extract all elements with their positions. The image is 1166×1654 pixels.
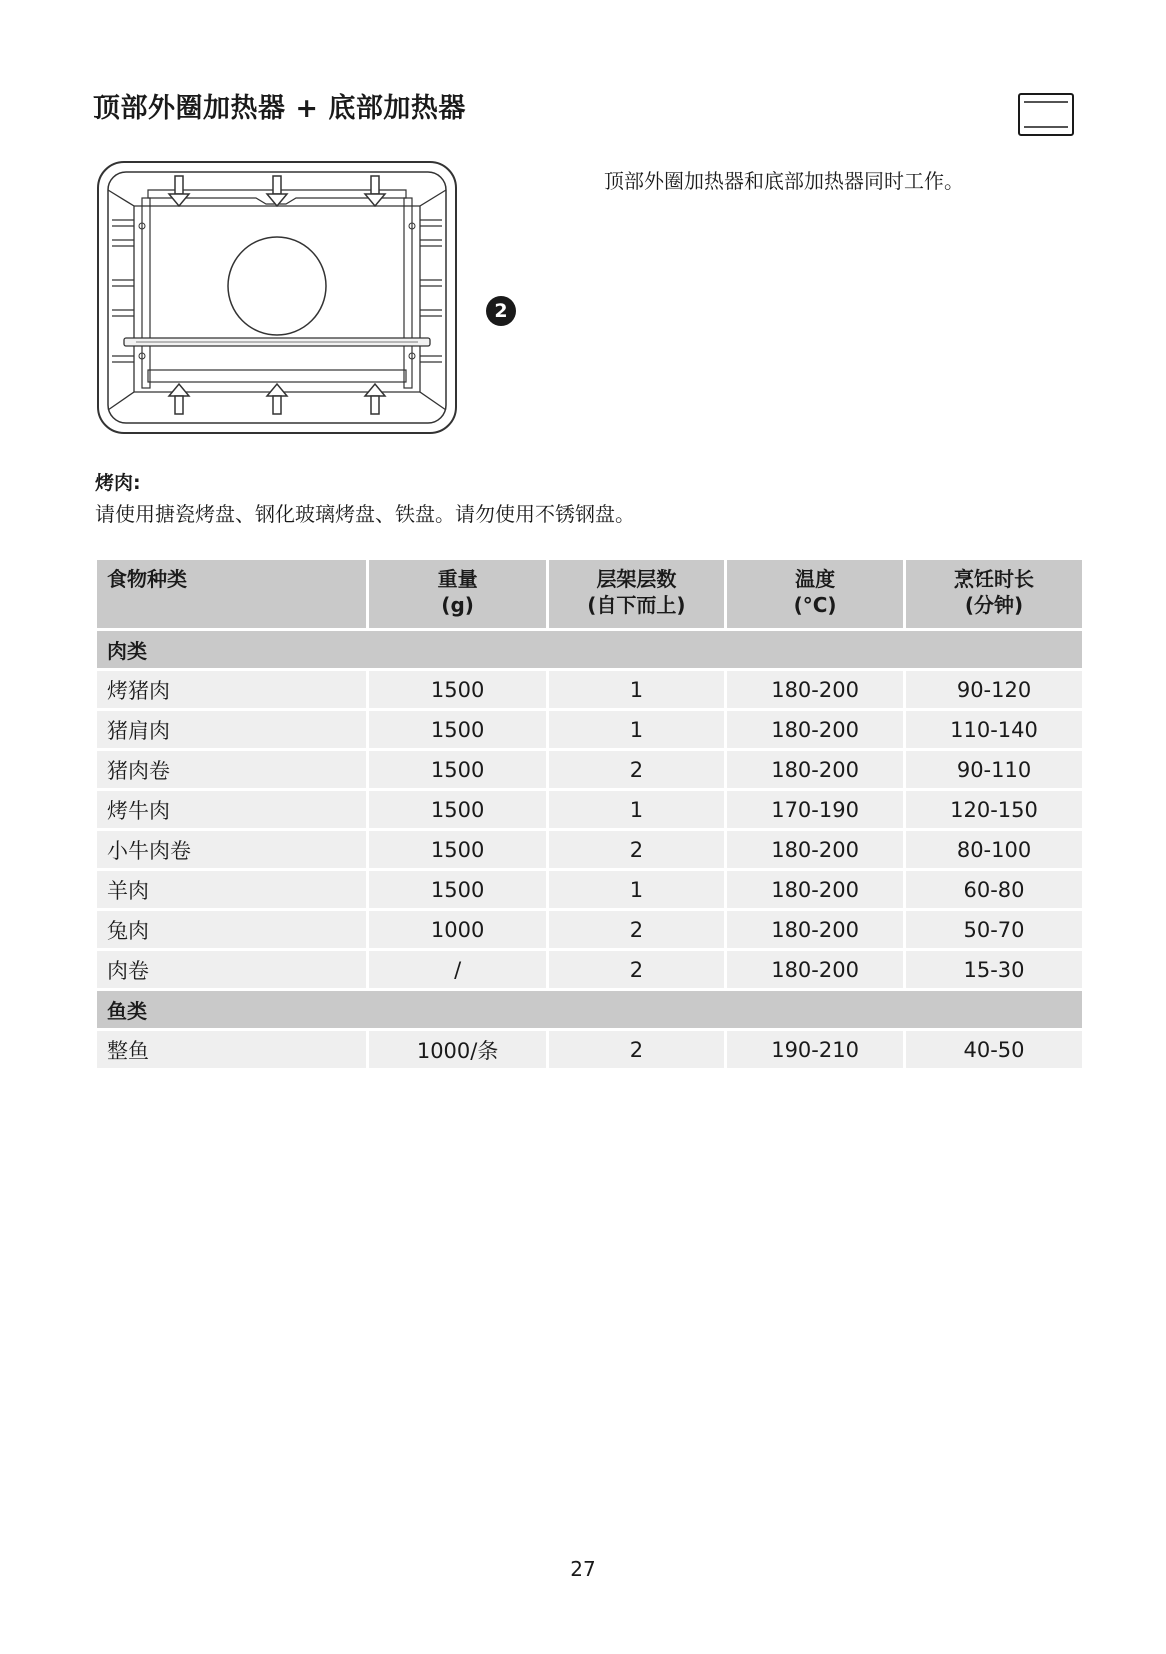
cell-temp: 180-200 [727, 751, 903, 788]
category-label: 鱼类 [97, 991, 1082, 1028]
cell-weight: 1500 [369, 711, 545, 748]
cell-food: 猪肉卷 [97, 751, 366, 788]
category-row-fish [97, 991, 1082, 1028]
cell-weight: 1000/条 [369, 1031, 545, 1068]
cell-time: 50-70 [906, 911, 1082, 948]
page-title: 顶部外圈加热器 + 底部加热器 [93, 93, 466, 124]
table-row [97, 711, 1082, 748]
cell-time: 15-30 [906, 951, 1082, 988]
note-text: 请使用搪瓷烤盘、钢化玻璃烤盘、铁盘。请勿使用不锈钢盘。 [95, 502, 635, 526]
cell-shelf: 1 [549, 671, 724, 708]
cell-temp: 170-190 [727, 791, 903, 828]
cooking-table [94, 557, 1085, 1071]
cell-temp: 180-200 [727, 671, 903, 708]
note-heading: 烤肉: [95, 472, 141, 494]
oven-cavity-illustration [96, 160, 458, 435]
cell-weight: 1500 [369, 831, 545, 868]
category-label: 肉类 [97, 631, 1082, 668]
table-row [97, 951, 1082, 988]
cell-food: 烤猪肉 [97, 671, 366, 708]
cell-shelf: 2 [549, 831, 724, 868]
cell-shelf: 1 [549, 871, 724, 908]
cell-shelf: 1 [549, 791, 724, 828]
table-row [97, 751, 1082, 788]
cell-time: 90-110 [906, 751, 1082, 788]
mode-description: 顶部外圈加热器和底部加热器同时工作。 [604, 169, 964, 193]
cell-food: 整鱼 [97, 1031, 366, 1068]
top-outer-and-bottom-heater-icon [1018, 93, 1074, 136]
cell-time: 110-140 [906, 711, 1082, 748]
cell-food: 小牛肉卷 [97, 831, 366, 868]
header-weight: 重量 (g) [369, 560, 545, 628]
header-time: 烹饪时长 (分钟) [906, 560, 1082, 628]
cell-temp: 180-200 [727, 831, 903, 868]
cell-temp: 190-210 [727, 1031, 903, 1068]
table-row [97, 911, 1082, 948]
cell-time: 80-100 [906, 831, 1082, 868]
cell-food: 猪肩肉 [97, 711, 366, 748]
cell-time: 90-120 [906, 671, 1082, 708]
header-temp: 温度 (°C) [727, 560, 903, 628]
cell-shelf: 1 [549, 711, 724, 748]
table-header-row [97, 560, 1082, 628]
cell-food: 烤牛肉 [97, 791, 366, 828]
cell-time: 60-80 [906, 871, 1082, 908]
header-food: 食物种类 [97, 560, 366, 628]
category-row-meat [97, 631, 1082, 668]
cell-time: 120-150 [906, 791, 1082, 828]
cell-shelf: 2 [549, 951, 724, 988]
cell-weight: 1500 [369, 671, 545, 708]
table-row [97, 671, 1082, 708]
cell-weight: 1500 [369, 751, 545, 788]
cell-food: 羊肉 [97, 871, 366, 908]
cell-shelf: 2 [549, 751, 724, 788]
header-shelf: 层架层数 (自下而上) [549, 560, 724, 628]
cell-weight: 1000 [369, 911, 545, 948]
cell-shelf: 2 [549, 911, 724, 948]
cell-temp: 180-200 [727, 711, 903, 748]
table-row [97, 791, 1082, 828]
cell-food: 肉卷 [97, 951, 366, 988]
table-row [97, 831, 1082, 868]
cell-temp: 180-200 [727, 911, 903, 948]
cell-shelf: 2 [549, 1031, 724, 1068]
cell-weight: 1500 [369, 791, 545, 828]
cell-time: 40-50 [906, 1031, 1082, 1068]
cell-food: 兔肉 [97, 911, 366, 948]
cell-temp: 180-200 [727, 871, 903, 908]
callout-number: 2 [486, 296, 516, 326]
cell-weight: 1500 [369, 871, 545, 908]
page-number: 27 [570, 1557, 596, 1581]
table-row [97, 871, 1082, 908]
table-row [97, 1031, 1082, 1068]
cell-weight: / [369, 951, 545, 988]
cell-temp: 180-200 [727, 951, 903, 988]
